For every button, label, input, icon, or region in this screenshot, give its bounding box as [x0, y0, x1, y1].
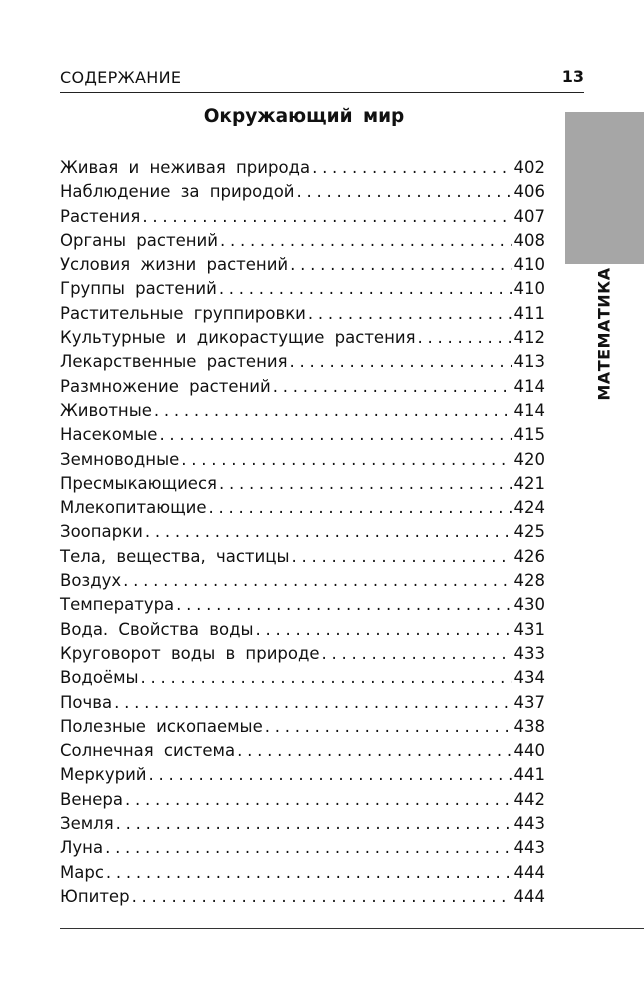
toc-entry-title: Юпитер [60, 886, 130, 906]
toc-entry [60, 423, 545, 447]
toc-entry-title: Условия жизни растений [60, 255, 289, 275]
toc-entry [60, 836, 545, 860]
toc-entry [60, 277, 545, 301]
toc-entry-page: 434 [513, 668, 545, 688]
running-header [60, 66, 584, 93]
toc-entry [60, 788, 545, 812]
toc-entry [60, 593, 545, 617]
toc-dot-leader [418, 326, 512, 350]
thumb-index-label [565, 264, 644, 404]
toc-entry-page: 408 [513, 230, 545, 250]
toc-entry-page: 442 [513, 789, 545, 809]
toc-dot-leader [116, 812, 512, 836]
toc-entry [60, 739, 545, 763]
toc-entry-title: Солнечная система [60, 741, 236, 761]
toc-entry-title: Температура [60, 595, 175, 615]
toc-entry-title: Полезные ископаемые [60, 716, 263, 736]
bottom-rule [60, 928, 644, 929]
toc-entry [60, 861, 545, 885]
toc-dot-leader [123, 569, 511, 593]
toc-dot-leader [176, 593, 511, 617]
toc-entry-title: Земля [60, 814, 114, 834]
toc-entry-title: Круговорот воды в природе [60, 643, 320, 663]
running-title: СОДЕРЖАНИЕ [60, 68, 182, 87]
table-of-contents [60, 156, 545, 909]
section-title: Окружающий мир [203, 106, 405, 127]
toc-entry-page: 430 [513, 595, 545, 615]
toc-entry-page: 412 [513, 328, 545, 348]
toc-dot-leader [145, 520, 512, 544]
toc-entry-title: Водоёмы [60, 668, 139, 688]
toc-entry-page: 407 [513, 206, 545, 226]
toc-dot-leader [106, 861, 512, 885]
toc-entry [60, 666, 545, 690]
toc-entry [60, 496, 545, 520]
toc-entry-title: Размножение растений [60, 376, 271, 396]
page-number: 13 [561, 67, 584, 86]
toc-entry-title: Животные [60, 400, 152, 420]
toc-dot-leader [219, 472, 512, 496]
toc-dot-leader [312, 156, 511, 180]
toc-entry [60, 885, 545, 909]
toc-entry [60, 691, 545, 715]
toc-dot-leader [265, 715, 512, 739]
toc-entry-page: 413 [513, 352, 545, 372]
toc-entry-page: 443 [513, 838, 545, 858]
toc-entry-page: 411 [513, 303, 545, 323]
toc-entry [60, 569, 545, 593]
toc-entry [60, 642, 545, 666]
toc-entry-title: Воздух [60, 571, 122, 591]
toc-entry-page: 406 [513, 182, 545, 202]
toc-entry-title: Почва [60, 692, 113, 712]
toc-entry-page: 415 [513, 425, 545, 445]
toc-entry-page: 438 [513, 716, 545, 736]
toc-entry [60, 520, 545, 544]
toc-entry-page: 440 [513, 741, 545, 761]
toc-entry [60, 180, 545, 204]
toc-entry-page: 402 [513, 158, 545, 177]
toc-dot-leader [141, 666, 512, 690]
toc-entry-page: 424 [513, 498, 545, 518]
toc-dot-leader [308, 302, 512, 326]
toc-entry [60, 156, 545, 180]
toc-entry-title: Наблюдение за природой [60, 182, 295, 202]
toc-entry-title: Тела, вещества, частицы [60, 546, 290, 566]
toc-entry-title: Пресмыкающиеся [60, 473, 217, 493]
toc-dot-leader [290, 350, 512, 374]
toc-dot-leader [297, 180, 512, 204]
toc-dot-leader [154, 399, 512, 423]
toc-entry-page: 414 [513, 400, 545, 420]
toc-entry-title: Зоопарки [60, 522, 143, 542]
toc-entry-title: Млекопитающие [60, 498, 207, 518]
toc-entry-page: 444 [513, 886, 545, 906]
toc-dot-leader [149, 763, 512, 787]
toc-entry-title: Культурные и дикорастущие растения [60, 328, 416, 348]
toc-dot-leader [105, 836, 511, 860]
toc-dot-leader [273, 375, 512, 399]
toc-dot-leader [159, 423, 511, 447]
toc-entry-page: 431 [513, 619, 545, 639]
toc-dot-leader [322, 642, 512, 666]
toc-entry-title: Группы растений [60, 279, 217, 299]
toc-entry [60, 545, 545, 569]
toc-entry [60, 375, 545, 399]
toc-entry [60, 229, 545, 253]
thumb-index-label-text: МАТЕМАТИКА [594, 267, 614, 401]
toc-entry-page: 433 [513, 643, 545, 663]
toc-entry-page: 437 [513, 692, 545, 712]
toc-dot-leader [209, 496, 512, 520]
toc-entry [60, 350, 545, 374]
toc-entry-page: 410 [513, 255, 545, 275]
toc-dot-leader [125, 788, 512, 812]
toc-dot-leader [181, 448, 511, 472]
toc-entry [60, 448, 545, 472]
toc-entry-title: Живая и неживая природа [60, 158, 311, 177]
toc-entry-title: Венера [60, 789, 123, 809]
toc-dot-leader [219, 277, 512, 301]
toc-entry-title: Луна [60, 838, 104, 858]
toc-entry-title: Насекомые [60, 425, 158, 445]
toc-entry-title: Меркурий [60, 765, 147, 785]
thumb-index-tab [565, 112, 644, 264]
toc-entry [60, 472, 545, 496]
toc-dot-leader [132, 885, 512, 909]
toc-entry-page: 421 [513, 473, 545, 493]
toc-entry-title: Вода. Свойства воды [60, 619, 254, 639]
toc-dot-leader [256, 618, 512, 642]
toc-dot-leader [237, 739, 511, 763]
toc-entry-title: Марс [60, 862, 104, 882]
toc-entry-page: 414 [513, 376, 545, 396]
toc-entry [60, 763, 545, 787]
toc-entry-title: Растения [60, 206, 141, 226]
toc-entry [60, 618, 545, 642]
toc-entry [60, 326, 545, 350]
toc-entry-page: 443 [513, 814, 545, 834]
toc-entry-page: 426 [513, 546, 545, 566]
toc-dot-leader [114, 691, 511, 715]
toc-entry-page: 444 [513, 862, 545, 882]
toc-entry-title: Земноводные [60, 449, 180, 469]
toc-entry-title: Растительные группировки [60, 303, 306, 323]
toc-dot-leader [290, 253, 511, 277]
toc-entry-title: Лекарственные растения [60, 352, 288, 372]
toc-entry [60, 205, 545, 229]
toc-entry-page: 420 [513, 449, 545, 469]
toc-entry-title: Органы растений [60, 230, 218, 250]
toc-dot-leader [142, 205, 511, 229]
toc-entry [60, 812, 545, 836]
toc-entry [60, 399, 545, 423]
toc-entry-page: 425 [513, 522, 545, 542]
toc-entry [60, 302, 545, 326]
toc-dot-leader [291, 545, 511, 569]
toc-entry [60, 253, 545, 277]
toc-entry [60, 715, 545, 739]
toc-entry-page: 428 [513, 571, 545, 591]
toc-entry-page: 410 [513, 279, 545, 299]
toc-dot-leader [220, 229, 512, 253]
toc-entry-page: 441 [513, 765, 545, 785]
